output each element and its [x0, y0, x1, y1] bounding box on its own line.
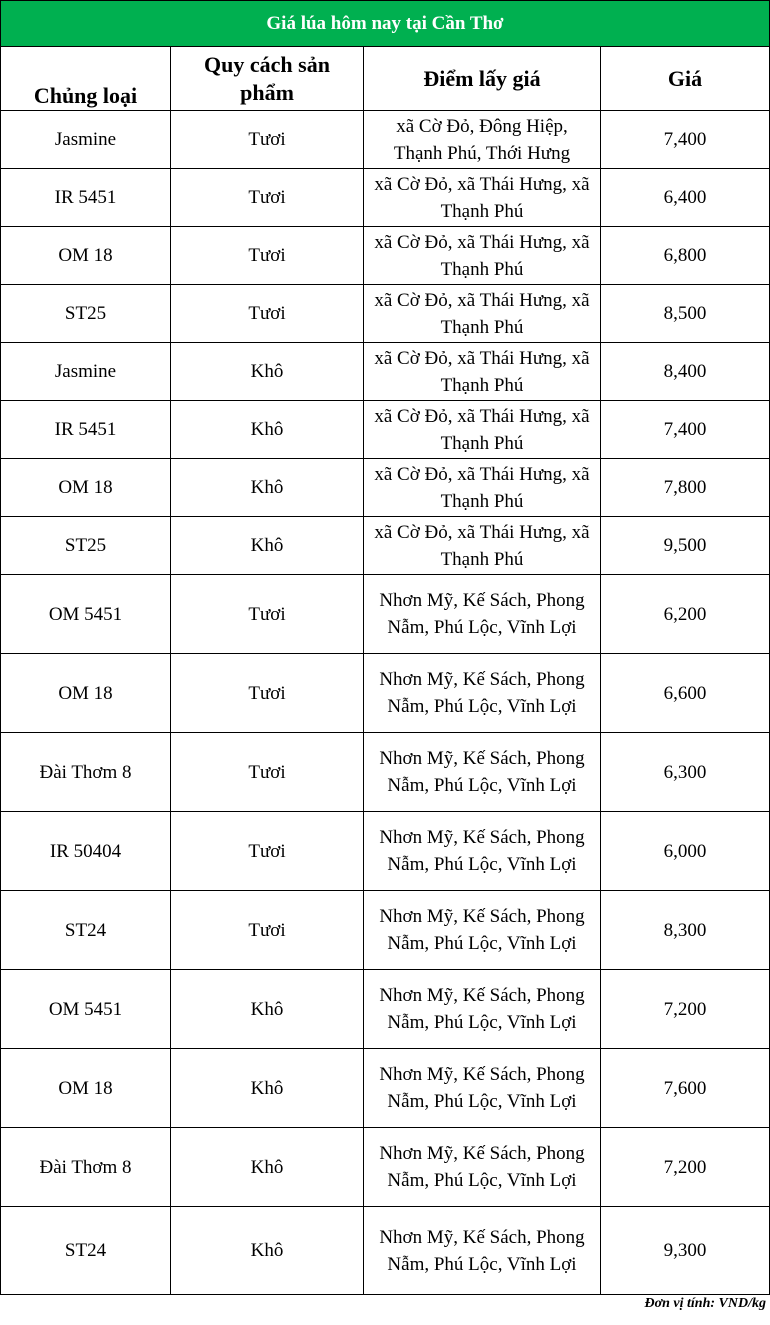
table-row	[1, 654, 770, 733]
location-cell: xã Cờ Đỏ, xã Thái Hưng, xã Thạnh Phú	[364, 169, 601, 227]
header-location: Điểm lấy giá	[364, 47, 601, 111]
table-row	[1, 733, 770, 812]
location-cell: xã Cờ Đỏ, xã Thái Hưng, xã Thạnh Phú	[364, 459, 601, 517]
table-row	[1, 1128, 770, 1207]
spec-cell: Tươi	[171, 227, 364, 285]
table-row	[1, 459, 770, 517]
table-row	[1, 575, 770, 654]
variety-cell: ST24	[1, 1207, 171, 1295]
location-cell: Nhơn Mỹ, Kế Sách, Phong Nẫm, Phú Lộc, Vĩnh Lợi	[364, 1128, 601, 1207]
variety-cell: Jasmine	[1, 343, 171, 401]
spec-cell: Tươi	[171, 733, 364, 812]
table-row	[1, 227, 770, 285]
price-cell: 6,300	[601, 733, 770, 812]
price-cell: 6,000	[601, 812, 770, 891]
location-cell: xã Cờ Đỏ, xã Thái Hưng, xã Thạnh Phú	[364, 517, 601, 575]
price-cell: 9,500	[601, 517, 770, 575]
spec-cell: Khô	[171, 343, 364, 401]
table-row	[1, 169, 770, 227]
location-cell: xã Cờ Đỏ, xã Thái Hưng, xã Thạnh Phú	[364, 285, 601, 343]
table-row	[1, 970, 770, 1049]
location-cell: xã Cờ Đỏ, xã Thái Hưng, xã Thạnh Phú	[364, 227, 601, 285]
price-cell: 7,200	[601, 970, 770, 1049]
variety-cell: ST24	[1, 891, 171, 970]
spec-cell: Tươi	[171, 654, 364, 733]
spec-cell: Tươi	[171, 285, 364, 343]
variety-cell: OM 5451	[1, 575, 171, 654]
price-cell: 7,600	[601, 1049, 770, 1128]
location-cell: Nhơn Mỹ, Kế Sách, Phong Nẫm, Phú Lộc, Vĩnh Lợi	[364, 1207, 601, 1295]
spec-cell: Khô	[171, 459, 364, 517]
spec-cell: Tươi	[171, 891, 364, 970]
price-cell: 7,400	[601, 401, 770, 459]
spec-cell: Tươi	[171, 111, 364, 169]
variety-cell: Đài Thơm 8	[1, 1128, 171, 1207]
spec-cell: Khô	[171, 970, 364, 1049]
price-cell: 8,300	[601, 891, 770, 970]
header-price: Giá	[601, 47, 770, 111]
spec-cell: Khô	[171, 1128, 364, 1207]
variety-cell: IR 5451	[1, 169, 171, 227]
location-cell: Nhơn Mỹ, Kế Sách, Phong Nẫm, Phú Lộc, Vĩnh Lợi	[364, 654, 601, 733]
price-cell: 6,200	[601, 575, 770, 654]
spec-cell: Khô	[171, 401, 364, 459]
table-row	[1, 891, 770, 970]
table-row	[1, 111, 770, 169]
location-cell: Nhơn Mỹ, Kế Sách, Phong Nẫm, Phú Lộc, Vĩnh Lợi	[364, 812, 601, 891]
price-cell: 7,400	[601, 111, 770, 169]
location-cell: Nhơn Mỹ, Kế Sách, Phong Nẫm, Phú Lộc, Vĩnh Lợi	[364, 970, 601, 1049]
header-row	[1, 47, 770, 111]
table-row	[1, 1049, 770, 1128]
price-cell: 6,800	[601, 227, 770, 285]
price-cell: 8,400	[601, 343, 770, 401]
variety-cell: OM 18	[1, 459, 171, 517]
table-row	[1, 1207, 770, 1295]
price-cell: 6,600	[601, 654, 770, 733]
header-variety: Chủng loại	[1, 47, 171, 111]
table-row	[1, 343, 770, 401]
variety-cell: OM 18	[1, 1049, 171, 1128]
header-spec: Quy cách sản phẩm	[171, 47, 364, 111]
variety-cell: OM 5451	[1, 970, 171, 1049]
variety-cell: IR 5451	[1, 401, 171, 459]
variety-cell: Jasmine	[1, 111, 171, 169]
price-cell: 7,800	[601, 459, 770, 517]
price-cell: 7,200	[601, 1128, 770, 1207]
variety-cell: IR 50404	[1, 812, 171, 891]
spec-cell: Khô	[171, 517, 364, 575]
spec-cell: Khô	[171, 1207, 364, 1295]
price-cell: 9,300	[601, 1207, 770, 1295]
table-row	[1, 285, 770, 343]
location-cell: Nhơn Mỹ, Kế Sách, Phong Nẫm, Phú Lộc, Vĩnh Lợi	[364, 891, 601, 970]
spec-cell: Tươi	[171, 169, 364, 227]
table-row	[1, 401, 770, 459]
location-cell: xã Cờ Đỏ, Đông Hiệp, Thạnh Phú, Thới Hưng	[364, 111, 601, 169]
location-cell: Nhơn Mỹ, Kế Sách, Phong Nẫm, Phú Lộc, Vĩnh Lợi	[364, 1049, 601, 1128]
spec-cell: Tươi	[171, 575, 364, 654]
variety-cell: OM 18	[1, 654, 171, 733]
spec-cell: Tươi	[171, 812, 364, 891]
variety-cell: Đài Thơm 8	[1, 733, 171, 812]
location-cell: Nhơn Mỹ, Kế Sách, Phong Nẫm, Phú Lộc, Vĩnh Lợi	[364, 733, 601, 812]
location-cell: xã Cờ Đỏ, xã Thái Hưng, xã Thạnh Phú	[364, 401, 601, 459]
table-row	[1, 812, 770, 891]
table-row	[1, 517, 770, 575]
unit-note: Đơn vị tính: VND/kg	[644, 1296, 766, 1311]
table-title: Giá lúa hôm nay tại Cần Thơ	[1, 1, 770, 47]
price-cell: 6,400	[601, 169, 770, 227]
variety-cell: ST25	[1, 285, 171, 343]
title-row	[1, 1, 770, 47]
spec-cell: Khô	[171, 1049, 364, 1128]
variety-cell: ST25	[1, 517, 171, 575]
location-cell: Nhơn Mỹ, Kế Sách, Phong Nẫm, Phú Lộc, Vĩnh Lợi	[364, 575, 601, 654]
variety-cell: OM 18	[1, 227, 171, 285]
table-body	[1, 111, 770, 1295]
location-cell: xã Cờ Đỏ, xã Thái Hưng, xã Thạnh Phú	[364, 343, 601, 401]
price-cell: 8,500	[601, 285, 770, 343]
